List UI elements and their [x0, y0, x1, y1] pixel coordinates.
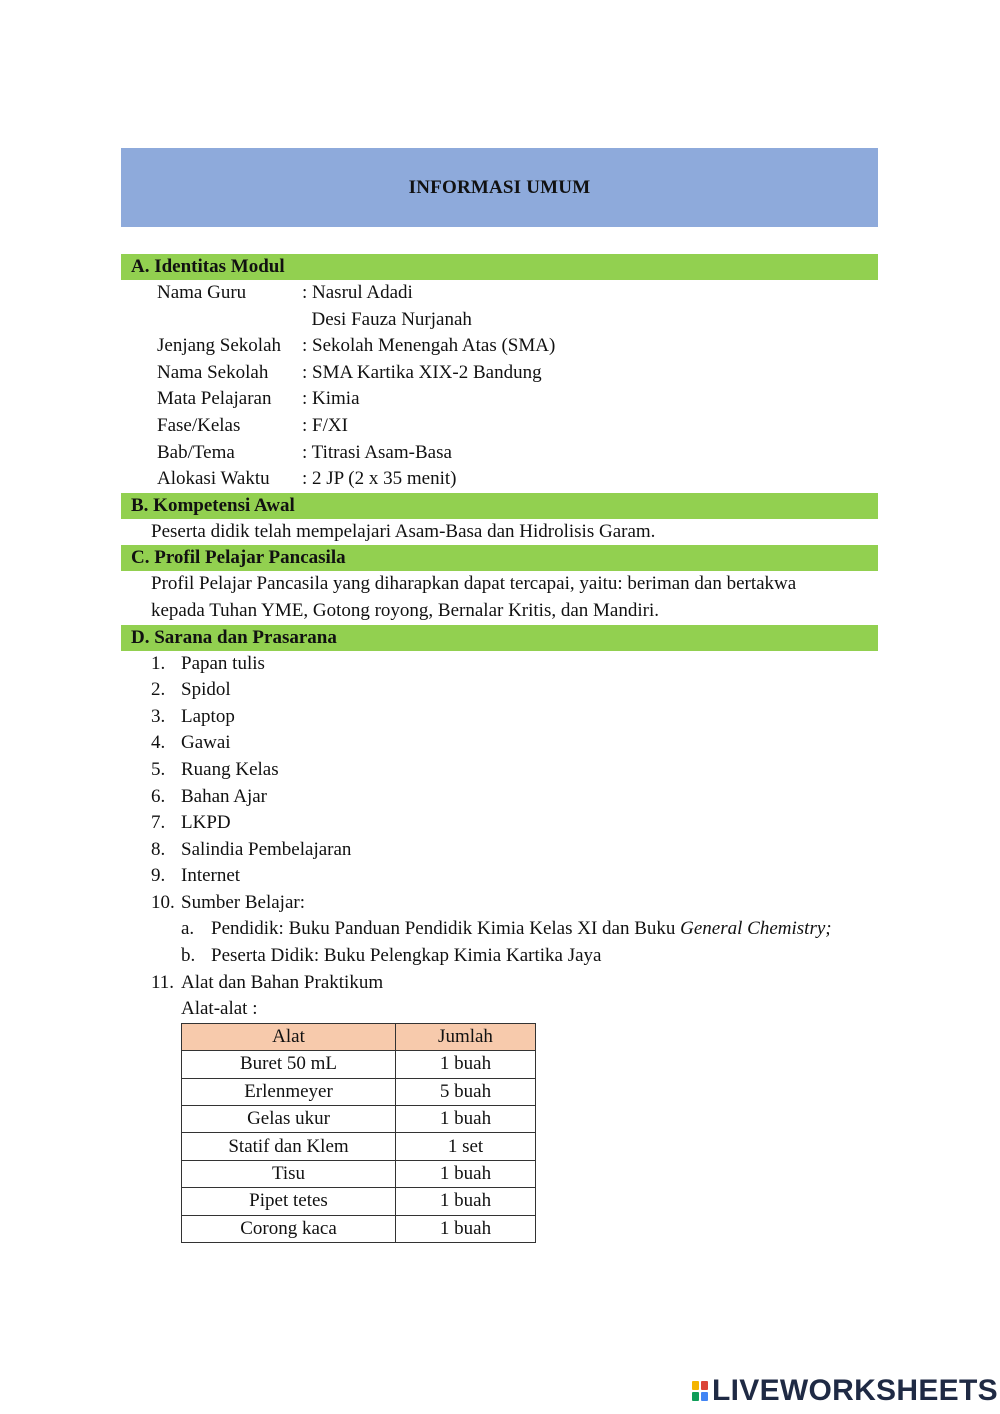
identity-value: : F/XI [302, 414, 348, 436]
table-cell-jumlah: 1 set [396, 1133, 536, 1160]
identity-row [121, 413, 878, 440]
list-item-number: 1. [151, 652, 166, 674]
table-cell-jumlah: 1 buah [396, 1160, 536, 1187]
profil-text-line-1: Profil Pelajar Pancasila yang diharapkan dapat tercapai, yaitu: beriman dan bertakwa [151, 573, 797, 595]
identity-row [121, 466, 878, 493]
profil-text-line-2: kepada Tuhan YME, Gotong royong, Bernalar Kritis, dan Mandiri. [151, 599, 659, 621]
list-item [151, 970, 878, 997]
kompetensi-text: Peserta didik telah mempelajari Asam-Basa dan Hidrolisis Garam. [151, 520, 656, 542]
identity-label [121, 307, 302, 334]
sumber-belajar-list [121, 916, 878, 969]
list-item-text: Bahan Ajar [181, 785, 268, 807]
identity-label: Alokasi Waktu [157, 468, 270, 490]
identity-row [121, 386, 878, 413]
table-row [182, 1188, 536, 1215]
list-item-text: Peserta Didik: Buku Pelengkap Kimia Kartika Jaya [211, 945, 602, 967]
list-item [151, 810, 878, 837]
list-item-number: 7. [151, 812, 166, 834]
list-item [151, 757, 878, 784]
list-item-text [211, 916, 832, 943]
list-item-number: 2. [151, 679, 166, 701]
worksheet-page [121, 148, 878, 1243]
alat-subheading: Alat-alat : [181, 998, 258, 1020]
identity-value: : Kimia [302, 388, 360, 410]
table-row [182, 1133, 536, 1160]
identity-value: : Sekolah Menengah Atas (SMA) [302, 335, 556, 357]
table-cell-jumlah: 5 buah [396, 1078, 536, 1105]
list-item-number: b. [181, 945, 196, 967]
list-item-text: Internet [181, 865, 241, 887]
section-c-heading: C. Profil Pelajar Pancasila [121, 545, 878, 571]
list-item-text: LKPD [181, 812, 231, 834]
identity-row [121, 360, 878, 387]
list-item-text: Sumber Belajar: [181, 891, 305, 913]
list-item-number: 10. [151, 891, 175, 913]
table-row [182, 1215, 536, 1242]
column-header-jumlah: Jumlah [396, 1023, 536, 1050]
table-row [182, 1106, 536, 1133]
list-item-number: 11. [151, 971, 175, 993]
list-item [181, 943, 878, 970]
table-cell-jumlah: 1 buah [396, 1215, 536, 1242]
table-cell-jumlah: 1 buah [396, 1188, 536, 1215]
identity-value: : Nasrul Adadi [302, 282, 413, 303]
table-cell-alat: Corong kaca [182, 1215, 396, 1242]
list-item [151, 704, 878, 731]
list-item [181, 916, 878, 943]
section-b-heading: B. Kompetensi Awal [121, 493, 878, 519]
list-item [151, 784, 878, 811]
sarana-list [121, 651, 878, 917]
table-cell-alat: Buret 50 mL [182, 1051, 396, 1078]
list-item [151, 837, 878, 864]
table-row [182, 1051, 536, 1078]
list-item-number: a. [181, 918, 195, 940]
list-item-text: Laptop [181, 705, 235, 727]
logo-text: LIVEWORKSHEETS [712, 1374, 998, 1407]
list-item-text: Alat dan Bahan Praktikum [181, 971, 384, 993]
list-item [151, 651, 878, 678]
list-item-text: Ruang Kelas [181, 758, 279, 780]
identity-label: Mata Pelajaran [157, 388, 272, 410]
identity-value: : 2 JP (2 x 35 menit) [302, 468, 457, 490]
identity-label: Nama Guru [157, 282, 247, 303]
list-item-number: 6. [151, 785, 166, 807]
table-row [182, 1078, 536, 1105]
identity-label: Jenjang Sekolah [157, 335, 282, 357]
table-cell-alat: Gelas ukur [182, 1106, 396, 1133]
list-item-text: Spidol [181, 679, 231, 701]
table-cell-alat: Pipet tetes [182, 1188, 396, 1215]
table-cell-alat: Tisu [182, 1160, 396, 1187]
liveworksheets-logo [692, 1374, 998, 1408]
list-item-number: 5. [151, 758, 166, 780]
list-item-text: Gawai [181, 732, 231, 754]
list-item [151, 863, 878, 890]
table-header-row [182, 1023, 536, 1050]
table-cell-alat: Statif dan Klem [182, 1133, 396, 1160]
sumber-a-italic: General Chemistry; [680, 918, 832, 940]
list-item [151, 890, 878, 917]
identity-label: Fase/Kelas [157, 414, 241, 436]
list-item-number: 4. [151, 732, 166, 754]
list-item [151, 677, 878, 704]
identity-value: : Titrasi Asam-Basa [302, 441, 452, 463]
section-a-heading: A. Identitas Modul [121, 254, 878, 280]
identity-row [121, 333, 878, 360]
list-item-text: Salindia Pembelajaran [181, 838, 352, 860]
list-item [151, 730, 878, 757]
identity-label: Nama Sekolah [157, 361, 269, 383]
identity-value: : SMA Kartika XIX-2 Bandung [302, 361, 542, 383]
liveworksheets-logo-icon [692, 1381, 708, 1401]
column-header-alat: Alat [182, 1023, 396, 1050]
identity-row [121, 280, 878, 307]
identity-row [121, 307, 878, 334]
section-d-heading: D. Sarana dan Prasarana [121, 625, 878, 651]
identity-label: Bab/Tema [157, 441, 235, 463]
list-item-text: Papan tulis [181, 652, 265, 674]
table-cell-jumlah: 1 buah [396, 1106, 536, 1133]
identity-list [121, 280, 878, 493]
identity-row [121, 440, 878, 467]
identity-value: Desi Fauza Nurjanah [302, 308, 472, 330]
page-title: INFORMASI UMUM [121, 148, 878, 227]
alat-table [181, 1023, 536, 1243]
list-item-number: 8. [151, 838, 166, 860]
list-item-number: 3. [151, 705, 166, 727]
table-row [182, 1160, 536, 1187]
table-cell-alat: Erlenmeyer [182, 1078, 396, 1105]
list-item-number: 9. [151, 865, 166, 887]
item-11 [121, 970, 878, 997]
sumber-a-text: Pendidik: Buku Panduan Pendidik Kimia Kelas XI dan Buku [211, 918, 681, 940]
table-cell-jumlah: 1 buah [396, 1051, 536, 1078]
